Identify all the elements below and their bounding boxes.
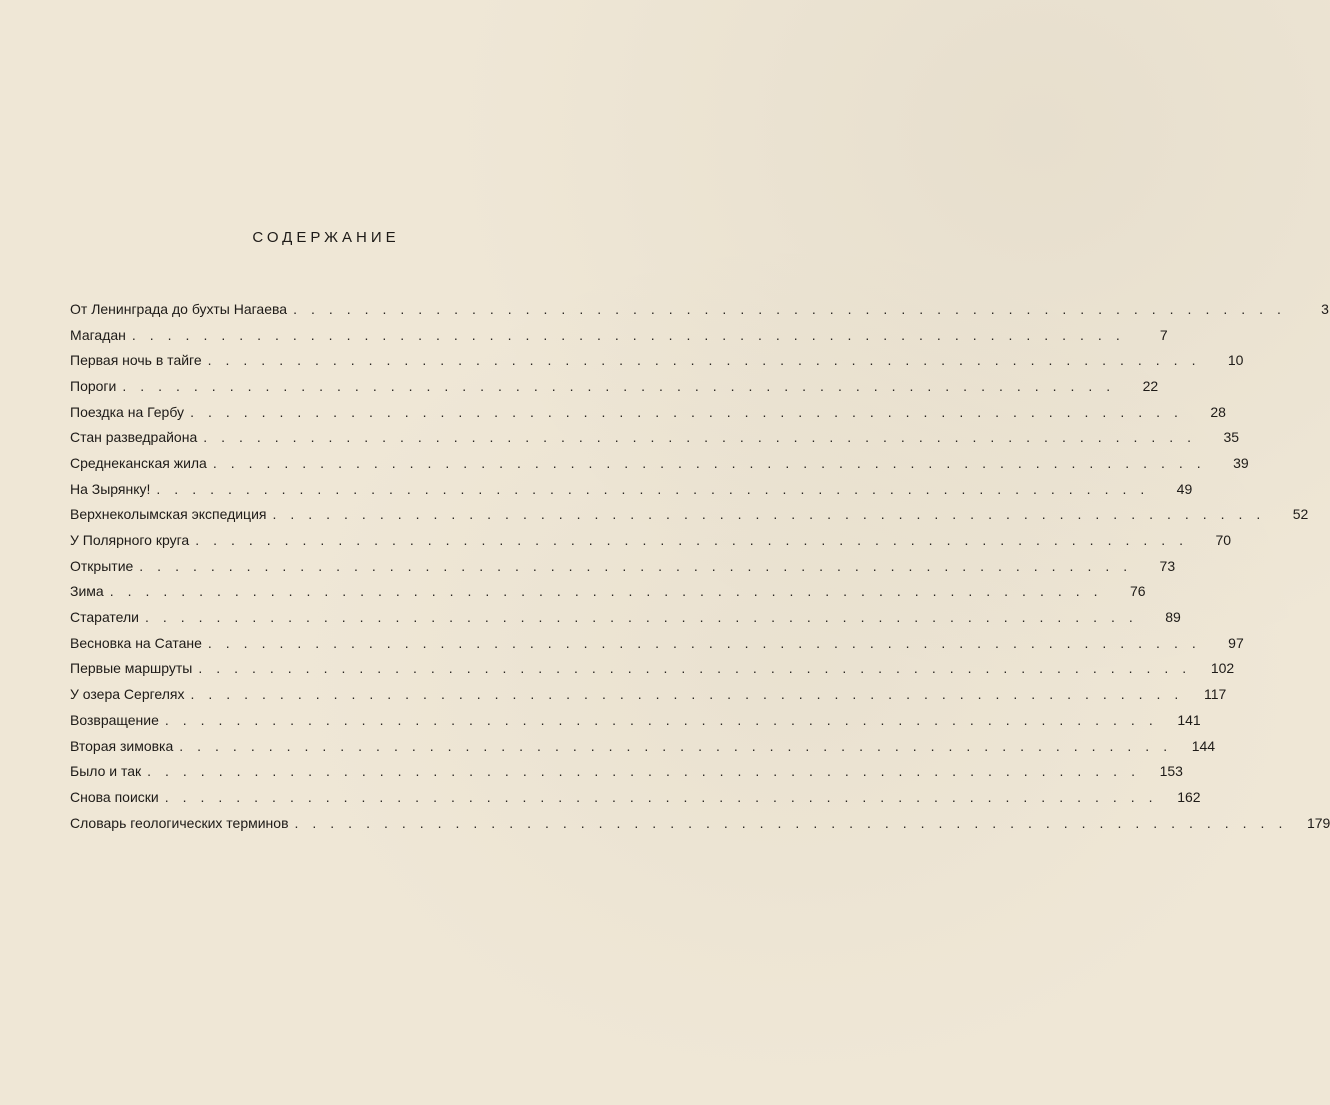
toc-entry-title: У Полярного круга [70, 532, 190, 549]
toc-entry-page: 153 [1159, 763, 1183, 780]
toc-entry-page: 49 [1176, 480, 1193, 497]
dot-leader: ........................................................ [190, 403, 1192, 420]
dot-leader: ........................................................ [294, 814, 1297, 831]
toc-entry [70, 656, 1235, 682]
dot-leader: ........................................................ [179, 737, 1182, 754]
toc-entry-page: 70 [1215, 532, 1232, 549]
dot-leader: ........................................................ [147, 763, 1149, 780]
dot-leader: ........................................................ [207, 634, 1210, 651]
toc-entry-page: 73 [1159, 557, 1176, 574]
toc-entry-title: Зима [70, 583, 104, 600]
contents-heading: СОДЕРЖАНИЕ [252, 229, 400, 246]
dot-leader: ........................................................ [164, 788, 1167, 805]
dot-leader: ........................................................ [122, 377, 1125, 394]
dot-leader: ........................................................ [131, 326, 1134, 343]
toc-entry [70, 476, 1193, 502]
dot-leader: ........................................................ [195, 532, 1198, 549]
toc-entry [70, 579, 1146, 605]
toc-entry-page: 76 [1129, 583, 1146, 600]
toc-entry-page: 22 [1142, 377, 1159, 394]
table-of-contents [70, 296, 1330, 835]
toc-entry [70, 322, 1168, 348]
toc-entry-title: Возвращение [70, 711, 159, 728]
dot-leader: ........................................................ [156, 480, 1159, 497]
toc-entry [70, 296, 1329, 322]
toc-entry-title: Среднеканская жила [70, 454, 207, 471]
toc-entry [70, 553, 1176, 579]
toc-entry [70, 604, 1181, 630]
toc-entry-page: 39 [1233, 454, 1249, 471]
toc-entry [70, 502, 1309, 528]
dot-leader: ........................................................ [109, 583, 1112, 600]
dot-leader: ........................................................ [190, 686, 1193, 703]
toc-entry [70, 347, 1244, 373]
toc-entry-title: От Ленинграда до бухты Нагаева [70, 300, 288, 317]
dot-leader: ........................................................ [203, 429, 1206, 446]
toc-entry-title: Было и так [70, 763, 142, 780]
toc-entry-title: Стан разведрайона [70, 429, 198, 446]
toc-entry-page: 179 [1306, 814, 1330, 831]
toc-entry [70, 784, 1201, 810]
toc-entry-page: 3 [1321, 300, 1329, 317]
toc-entry-title: Весновка на Сатане [70, 634, 202, 651]
toc-entry [70, 707, 1201, 733]
toc-entry-title: Первые маршруты [70, 660, 193, 677]
toc-entry-title: Старатели [70, 609, 139, 626]
toc-entry-title: Снова поиски [70, 788, 159, 805]
toc-entry-page: 89 [1165, 609, 1181, 626]
toc-entry [70, 733, 1216, 759]
toc-entry-title: Словарь геологических терминов [70, 814, 289, 831]
toc-entry [70, 399, 1226, 425]
toc-entry-title: Верхнеколымская экспедиция [70, 506, 267, 523]
toc-entry [70, 527, 1232, 553]
toc-entry-page: 10 [1227, 352, 1244, 369]
toc-entry [70, 373, 1159, 399]
toc-entry-page: 7 [1159, 326, 1168, 343]
toc-entry-title: Открытие [70, 557, 134, 574]
toc-entry-title: Вторая зимовка [70, 737, 174, 754]
toc-entry-page: 144 [1191, 737, 1216, 754]
toc-entry-page: 52 [1292, 506, 1309, 523]
toc-entry [70, 758, 1183, 784]
dot-leader: ........................................................ [212, 454, 1215, 471]
toc-entry-title: Пороги [70, 377, 117, 394]
toc-entry-page: 162 [1177, 788, 1201, 805]
toc-entry [70, 424, 1240, 450]
toc-entry-title: На Зырянку! [70, 480, 151, 497]
toc-entry [70, 681, 1227, 707]
toc-entry-title: Магадан [70, 326, 126, 343]
toc-entry-page: 97 [1228, 634, 1244, 651]
toc-entry [70, 810, 1330, 836]
toc-entry-page: 117 [1203, 686, 1227, 703]
toc-entry [70, 630, 1244, 656]
toc-entry-title: Первая ночь в тайге [70, 352, 202, 369]
dot-leader: ........................................................ [272, 506, 1275, 523]
toc-entry-page: 35 [1223, 429, 1240, 446]
toc-entry-page: 141 [1177, 711, 1201, 728]
dot-leader: ........................................................ [164, 711, 1167, 728]
toc-entry-page: 28 [1210, 403, 1226, 420]
dot-leader: ........................................................ [198, 660, 1201, 677]
toc-entry [70, 450, 1249, 476]
toc-entry-title: Поездка на Гербу [70, 403, 185, 420]
dot-leader: ........................................................ [293, 300, 1295, 317]
toc-entry-page: 102 [1210, 660, 1235, 677]
toc-entry-title: У озера Сергелях [70, 686, 185, 703]
dot-leader: ........................................................ [207, 352, 1210, 369]
dot-leader: ........................................................ [144, 609, 1147, 626]
dot-leader: ........................................................ [139, 557, 1142, 574]
